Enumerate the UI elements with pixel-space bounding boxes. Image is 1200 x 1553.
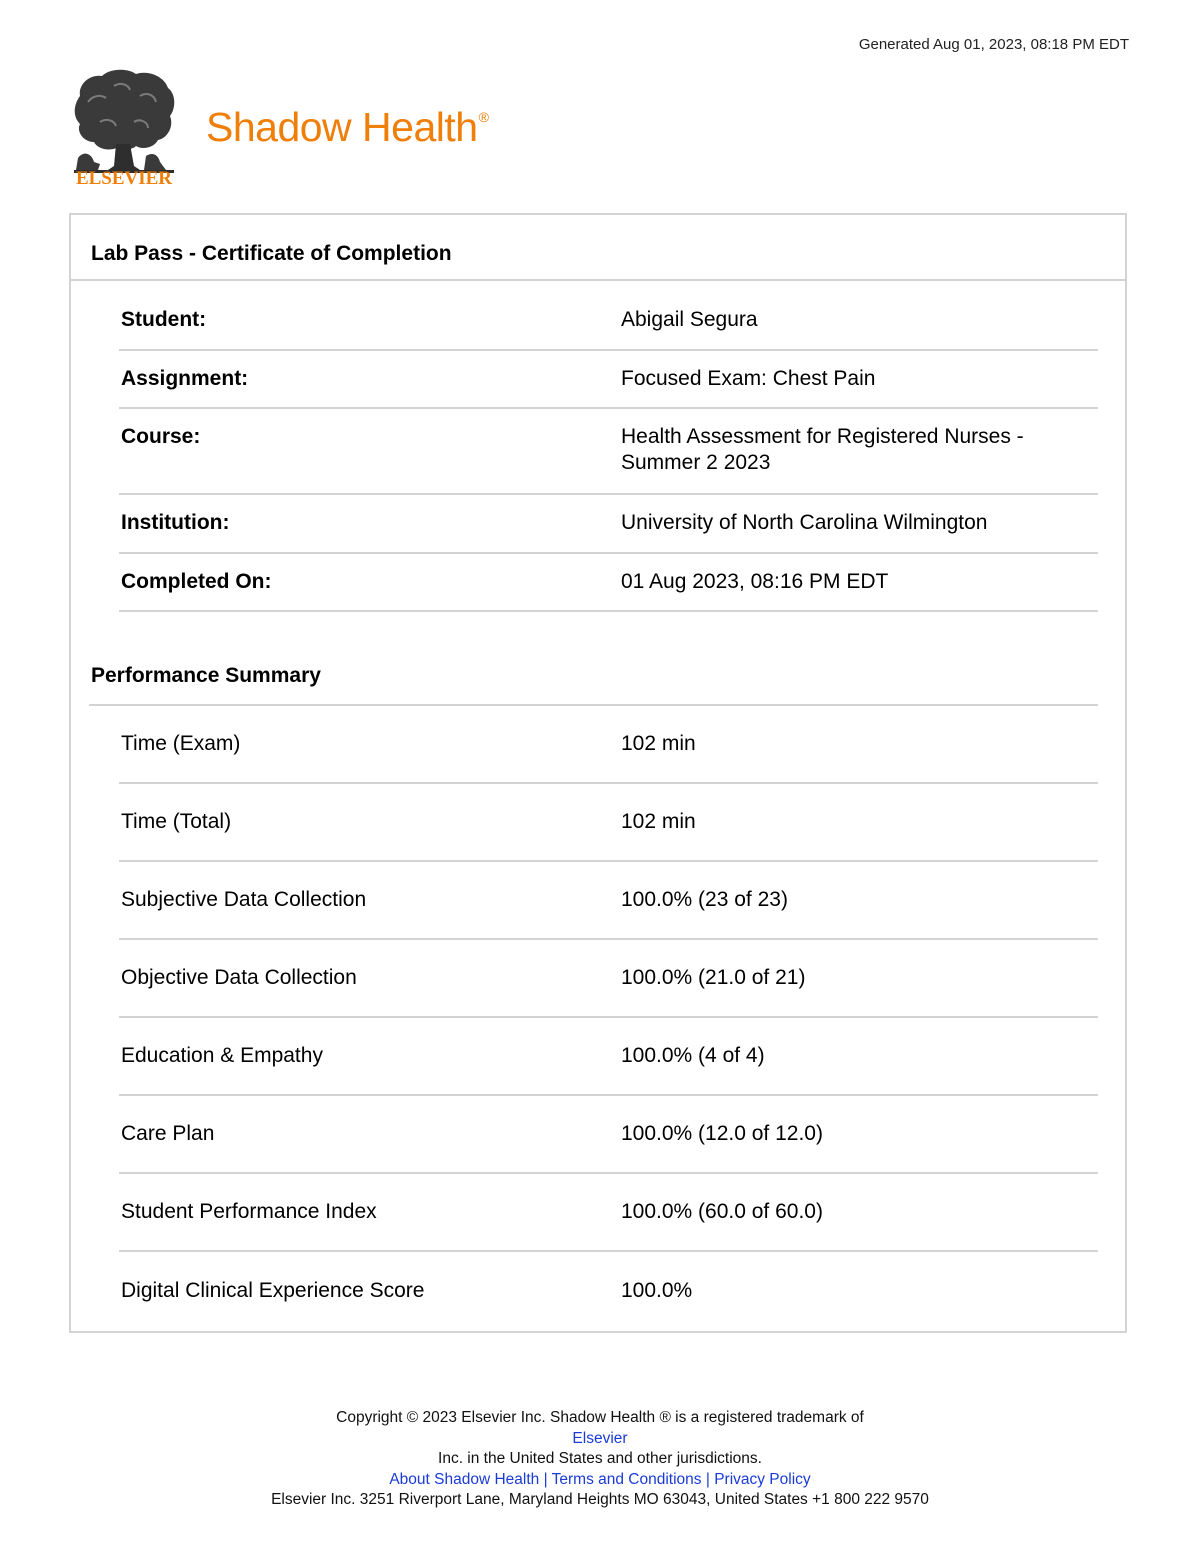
perf-row-performance-index bbox=[119, 1174, 1098, 1252]
perf-label: Time (Total) bbox=[121, 810, 232, 833]
link-separator: | bbox=[701, 1470, 715, 1488]
perf-label: Education & Empathy bbox=[121, 1044, 323, 1067]
performance-summary-title: Performance Summary bbox=[89, 664, 1098, 706]
perf-label: Student Performance Index bbox=[121, 1200, 377, 1223]
elsevier-tree-logo bbox=[70, 66, 178, 186]
info-label: Student: bbox=[121, 308, 207, 331]
perf-row-objective bbox=[119, 940, 1098, 1018]
perf-row-time-exam bbox=[119, 706, 1098, 784]
perf-row-subjective bbox=[119, 862, 1098, 940]
perf-row-care-plan bbox=[119, 1096, 1098, 1174]
footer-links bbox=[0, 1470, 1200, 1491]
perf-label: Subjective Data Collection bbox=[121, 888, 367, 911]
perf-value: 100.0% bbox=[621, 1279, 693, 1302]
info-label: Completed On: bbox=[121, 570, 272, 593]
about-shadow-health-link[interactable]: About Shadow Health bbox=[389, 1470, 540, 1488]
perf-row-dce-score bbox=[119, 1252, 1098, 1330]
certificate-card bbox=[69, 213, 1127, 1333]
info-label: Institution: bbox=[121, 511, 230, 534]
address-text: Elsevier Inc. 3251 Riverport Lane, Maryland Heights MO 63043, United States +1 800 222 9570 bbox=[271, 1491, 929, 1508]
info-row-completed-on bbox=[119, 554, 1098, 612]
generated-timestamp: Generated Aug 01, 2023, 08:18 PM EDT bbox=[858, 36, 1129, 53]
perf-label: Care Plan bbox=[121, 1122, 215, 1145]
certificate-info-table bbox=[119, 281, 1098, 612]
registered-mark: ® bbox=[478, 109, 489, 126]
terms-conditions-link[interactable]: Terms and Conditions bbox=[551, 1470, 702, 1488]
performance-table bbox=[119, 706, 1098, 1330]
info-value: Focused Exam: Chest Pain bbox=[621, 367, 876, 390]
perf-row-time-total bbox=[119, 784, 1098, 862]
privacy-policy-link[interactable]: Privacy Policy bbox=[714, 1470, 811, 1488]
copyright-text: Copyright © 2023 Elsevier Inc. Shadow Health ® is a registered trademark of bbox=[336, 1409, 864, 1426]
perf-value: 102 min bbox=[621, 732, 696, 755]
perf-label: Time (Exam) bbox=[121, 732, 241, 755]
perf-row-education-empathy bbox=[119, 1018, 1098, 1096]
brand-name bbox=[206, 104, 488, 151]
brand-name-text: Shadow Health bbox=[206, 104, 478, 150]
info-label: Course: bbox=[121, 425, 201, 448]
link-separator: | bbox=[539, 1470, 552, 1488]
footer bbox=[0, 1408, 1200, 1511]
perf-value: 100.0% (12.0 of 12.0) bbox=[621, 1122, 823, 1145]
perf-value: 102 min bbox=[621, 810, 696, 833]
info-row-course bbox=[119, 409, 1098, 495]
elsevier-link[interactable]: Elsevier bbox=[572, 1429, 628, 1447]
perf-value: 100.0% (4 of 4) bbox=[621, 1044, 765, 1067]
info-value bbox=[621, 424, 1098, 493]
header bbox=[70, 66, 590, 186]
info-row-institution bbox=[119, 495, 1098, 554]
info-row-assignment bbox=[119, 351, 1098, 409]
svg-text:ELSEVIER: ELSEVIER bbox=[75, 168, 173, 186]
perf-value: 100.0% (60.0 of 60.0) bbox=[621, 1200, 823, 1223]
certificate-title: Lab Pass - Certificate of Completion bbox=[71, 215, 1125, 281]
info-value: Abigail Segura bbox=[621, 308, 758, 331]
perf-value: 100.0% (21.0 of 21) bbox=[621, 966, 806, 989]
info-value-line: Health Assessment for Registered Nurses - bbox=[621, 425, 1024, 448]
info-value-line: Summer 2 2023 bbox=[621, 451, 771, 474]
perf-label: Objective Data Collection bbox=[121, 966, 357, 989]
info-value: University of North Carolina Wilmington bbox=[621, 511, 988, 534]
jurisdiction-text: Inc. in the United States and other jurisdictions. bbox=[438, 1450, 762, 1467]
info-row-student bbox=[119, 281, 1098, 351]
perf-label: Digital Clinical Experience Score bbox=[121, 1279, 425, 1302]
info-value: 01 Aug 2023, 08:16 PM EDT bbox=[621, 570, 889, 593]
info-label: Assignment: bbox=[121, 367, 249, 390]
perf-value: 100.0% (23 of 23) bbox=[621, 888, 788, 911]
